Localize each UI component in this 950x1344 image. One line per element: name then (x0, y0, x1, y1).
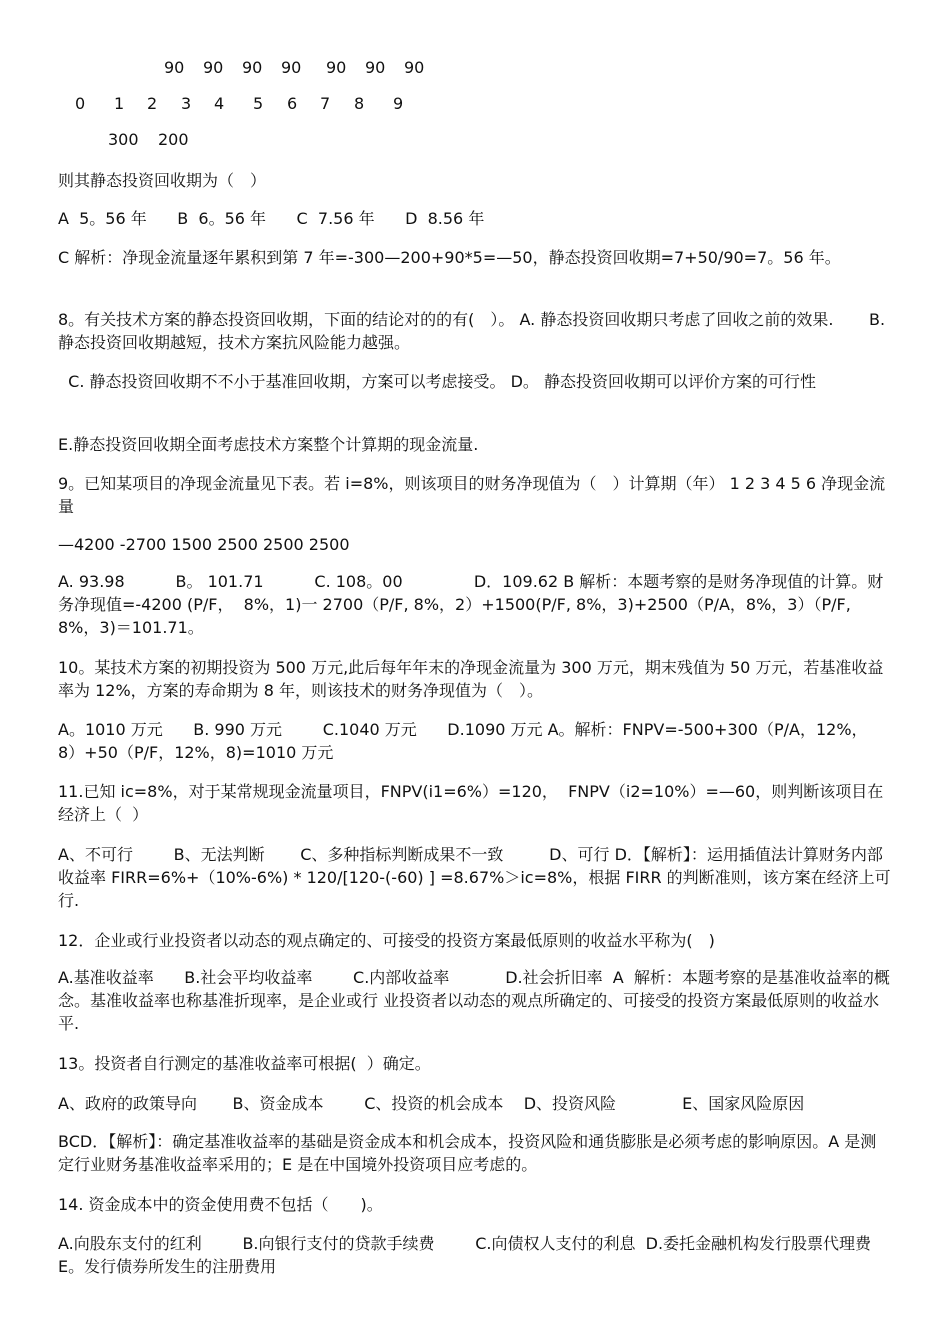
cashflow-inflow-value: 90 (242, 58, 263, 77)
cashflow-period: 1 (114, 94, 125, 113)
cashflow-period: 7 (320, 94, 331, 113)
cashflow-period: 3 (181, 94, 192, 113)
question-14: 14. 资金成本中的资金使用费不包括（ )。 (58, 1195, 383, 1214)
cashflow-inflow-value: 90 (326, 58, 347, 77)
question-8-options: C. 静态投资回收期不不小于基准回收期，方案可以考虑接受。 D。 静态投资回收期可以评价方案的可行性 (58, 372, 817, 391)
cashflow-period: 9 (393, 94, 404, 113)
answer-options: A 5。56 年 B 6。56 年 C 7.56 年 D 8.56 年 (58, 209, 485, 228)
question-9: 9。已知某项目的净现金流量见下表。若 i=8%，则该项目的财务净现值为（ ）计算期（年） 1 2 3 4 5 6 净现金流量 (58, 474, 886, 516)
question-14-options: A.向股东支付的红利 B.向银行支付的贷款手续费 C.向债权人支付的利息 D.委托金融机构发行股票代理费 E。发行债券所发生的注册费用 (58, 1234, 897, 1276)
cashflow-period: 6 (287, 94, 298, 113)
question-11: 11.已知 ic=8%，对于某常规现金流量项目，FNPV(i1=6%）=120， FNPV（i2=10%）=—60，则判断该项目在经济上（ ） (58, 782, 884, 824)
cashflow-period: 0 (75, 94, 86, 113)
cashflow-outflow-value: 200 (158, 130, 189, 149)
question-stem: 则其静态投资回收期为（ ） (58, 171, 267, 190)
question-8: 8。有关技术方案的静态投资回收期，下面的结论对的的有( ）。 A. 静态投资回收期只考虑了回收之前的效果. B. 静态投资回收期越短，技术方案抗风险能力越强。 (58, 310, 896, 352)
cashflow-period: 2 (147, 94, 158, 113)
cashflow-inflow-value: 90 (164, 58, 185, 77)
cashflow-inflow-value: 90 (404, 58, 425, 77)
cashflow-period-row (0, 94, 950, 114)
question-13-explanation: BCD．【解析】：确定基准收益率的基础是资金成本和机会成本，投资风险和通货膨胀是必须考虑的影响原因。A 是测定行业财务基准收益率采用的；E 是在中国境外投资项目应考虑的。 (58, 1132, 877, 1174)
question-8-option-e: E.静态投资回收期全面考虑技术方案整个计算期的现金流量. (58, 435, 479, 454)
answer-explanation: C 解析：净现金流量逐年累积到第 7 年=-300—200+90*5=—50，静态投资回收期=7+50/90=7。56 年。 (58, 248, 841, 267)
question-10: 10。某技术方案的初期投资为 500 万元,此后每年年末的净现金流量为 300 万元，期末残值为 50 万元，若基准收益率为 12%，方案的寿命期为 8 年，则该技术的财务净现值为（ ）。 (58, 658, 884, 700)
question-12: 12．企业或行业投资者以动态的观点确定的、可接受的投资方案最低原则的收益水平称为( ) (58, 931, 715, 950)
cashflow-outflow-value: 300 (108, 130, 139, 149)
cashflow-period: 4 (214, 94, 225, 113)
question-13: 13。投资者自行测定的基准收益率可根据( ）确定。 (58, 1054, 431, 1073)
cashflow-inflow-value: 90 (365, 58, 386, 77)
question-10-options: A。1010 万元 B. 990 万元 C.1040 万元 D.1090 万元 A。解析：FNPV=-500+300（P/A，12%，8）+50（P/F，12%，8)=1010 万元 (58, 720, 868, 762)
question-13-options: A、政府的政策导向 B、资金成本 C、投资的机会成本 D、投资风险 E、国家风险原因 (58, 1094, 805, 1113)
question-11-options: A、不可行 B、无法判断 C、多种指标判断成果不一致 D、可行 D．【解析】：运用插值法计算财务内部收益率 FIRR=6%+（10%-6%) * 120/[120-(-60) ] =8.67%＞ic=8%，根据 FIRR 的判断准则，该方案在经济上可行. (58, 845, 891, 910)
question-12-options: A.基准收益率 B.社会平均收益率 C.内部收益率 D.社会折旧率 A 解析：本题考察的是基准收益率的概念。基准收益率也称基准折现率，是企业或行 业投资者以动态的观点所确定的、可接受的投资方案最低原则的收益水平. (58, 968, 890, 1033)
cashflow-outflow-row (0, 130, 950, 150)
cashflow-inflow-row (0, 58, 950, 78)
cashflow-inflow-value: 90 (203, 58, 224, 77)
question-9-options: A. 93.98 B。 101.71 C. 108。00 D．109.62 B 解析：本题考察的是财务净现值的计算。财务净现值=-4200 (P/F， 8%，1)一 2700（P/F, 8%，2）+1500(P/F, 8%，3)+2500（P/A，8%，3）（P/F, 8%，3)＝101.71。 (58, 572, 884, 637)
cashflow-period: 8 (354, 94, 365, 113)
cashflow-period: 5 (253, 94, 264, 113)
cashflow-inflow-value: 90 (281, 58, 302, 77)
question-9-cashflow: —4200 -2700 1500 2500 2500 2500 (58, 535, 350, 554)
